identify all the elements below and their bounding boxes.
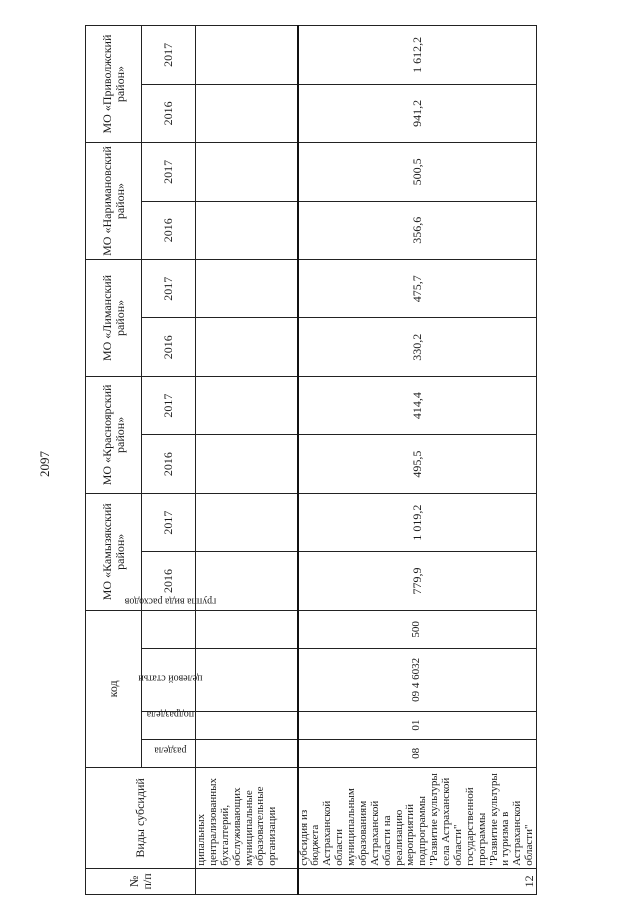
celevaya-cell <box>196 649 298 711</box>
value-cell: 414,4 <box>298 376 537 434</box>
value-cell <box>196 201 298 259</box>
value-cell <box>196 318 298 376</box>
subsidy-table-container <box>85 25 537 895</box>
header-celevaya: целевой статьи <box>142 649 196 711</box>
header-row-no: № п/п <box>86 868 196 894</box>
header-district-narimanov: МО «Наримановский район» <box>86 143 142 260</box>
value-cell <box>196 493 298 551</box>
table-row <box>298 26 537 895</box>
value-cell <box>196 143 298 201</box>
value-cell: 495,5 <box>298 435 537 493</box>
header-gruppa: группа вида расходов <box>142 610 196 648</box>
subsidy-description: субсидия из бюджета Астраханской области муниципальным образованиям Астраханской области на реализацию мероприятий подпрограммы "Развитие культуры села Астраханской области" государственной программы "Развитие культуры и туризма в Астраханской области" <box>298 768 537 869</box>
razdel-cell <box>196 739 298 767</box>
page-number: 2097 <box>37 451 52 477</box>
header-district-krasnoyarsk: МО «Красноярский район» <box>86 376 142 493</box>
value-cell <box>196 84 298 142</box>
podrazdel-cell: 01 <box>298 711 537 739</box>
value-cell: 941,2 <box>298 84 537 142</box>
header-district-limansky: МО «Лиманский район» <box>86 260 142 377</box>
year-header: 2016 <box>142 201 196 259</box>
value-cell: 500,5 <box>298 143 537 201</box>
year-header: 2017 <box>142 493 196 551</box>
celevaya-cell: 09 4 6032 <box>298 649 537 711</box>
header-code: код <box>86 610 142 767</box>
value-cell: 1 612,2 <box>298 26 537 85</box>
year-header: 2017 <box>142 260 196 318</box>
year-header: 2016 <box>142 84 196 142</box>
value-cell: 1 019,2 <box>298 493 537 551</box>
gruppa-cell <box>196 610 298 648</box>
subsidy-table <box>85 25 537 895</box>
podrazdel-cell <box>196 711 298 739</box>
header-district-privolzhsky: МО «Приволжский район» <box>86 26 142 143</box>
value-cell <box>196 376 298 434</box>
year-header: 2016 <box>142 318 196 376</box>
value-cell: 356,6 <box>298 201 537 259</box>
row-number <box>196 868 298 894</box>
value-cell <box>196 435 298 493</box>
value-cell: 475,7 <box>298 260 537 318</box>
value-cell <box>196 260 298 318</box>
value-cell: 779,9 <box>298 552 537 610</box>
value-cell <box>196 26 298 85</box>
table-row <box>196 26 298 895</box>
razdel-cell: 08 <box>298 739 537 767</box>
year-header: 2017 <box>142 143 196 201</box>
year-header: 2016 <box>142 552 196 610</box>
header-subsidy-type: Виды субсидий <box>86 768 196 869</box>
header-podrazdel: подраздела <box>142 711 196 739</box>
gruppa-cell: 500 <box>298 610 537 648</box>
row-number: 12 <box>298 868 537 894</box>
year-header: 2017 <box>142 376 196 434</box>
header-district-kamyzyak: МО «Камызякский район» <box>86 493 142 610</box>
year-header: 2016 <box>142 435 196 493</box>
value-cell: 330,2 <box>298 318 537 376</box>
header-razdel: раздела <box>142 739 196 767</box>
year-header: 2017 <box>142 26 196 85</box>
subsidy-description: ципальных централизованных бухгалтерий, обслуживающих муниципальные образовательные организации <box>196 768 298 869</box>
